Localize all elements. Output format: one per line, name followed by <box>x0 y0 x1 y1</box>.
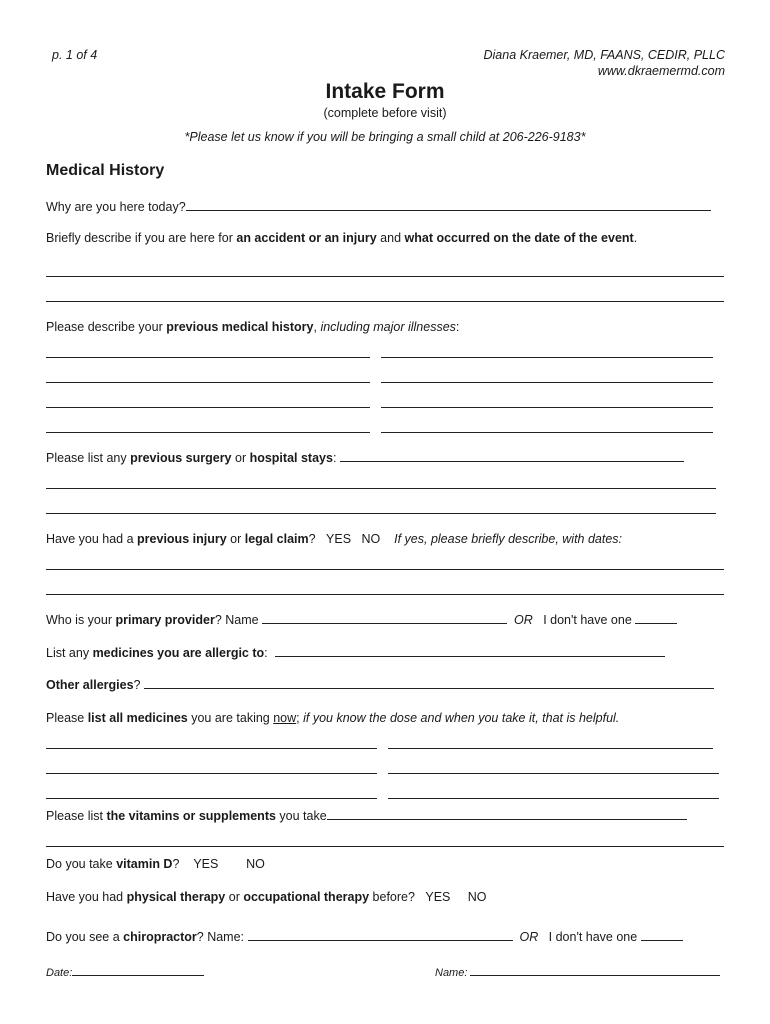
footer-name <box>435 966 720 979</box>
question-medicines <box>46 711 619 725</box>
question-injury-italic: If yes, please briefly describe, with dates: <box>394 532 623 546</box>
footer-name-label: Name: <box>435 967 468 979</box>
answer-line-surgery-inline[interactable] <box>340 451 684 462</box>
question-history-text: Please describe your <box>46 320 167 334</box>
vitamin-d-no-option[interactable]: NO <box>246 857 265 871</box>
answer-line-medicines-1b[interactable] <box>388 748 713 749</box>
question-vitamins <box>46 809 687 823</box>
answer-line-history-4a[interactable] <box>46 432 370 433</box>
question-vitamins-text-2: you take <box>275 809 327 823</box>
section-title-medical-history: Medical History <box>46 162 165 179</box>
question-accident-text-3: . <box>633 231 638 245</box>
vitamin-d-yes-option[interactable]: YES <box>193 857 219 871</box>
chiro-none-field[interactable] <box>641 930 683 941</box>
answer-line-accident-2[interactable] <box>46 301 724 302</box>
answer-line-history-3a[interactable] <box>46 407 370 408</box>
therapy-no-option[interactable]: NO <box>467 890 487 904</box>
question-other-allergies <box>46 678 714 692</box>
answer-line-history-4b[interactable] <box>381 432 713 433</box>
footer-date-label: Date: <box>46 967 73 979</box>
question-history-text-3: : <box>455 320 460 334</box>
answer-line-history-2a[interactable] <box>46 382 370 383</box>
answer-line-surgery-1[interactable] <box>46 488 716 489</box>
provider-none-label: I don't have one <box>543 613 632 627</box>
page-number: p. 1 of 4 <box>52 48 98 62</box>
question-chiro-text-2: ? Name: <box>196 930 245 944</box>
question-accident-text-2: and <box>376 231 405 245</box>
answer-line-surgery-2[interactable] <box>46 513 716 514</box>
question-why-here <box>46 200 711 214</box>
injury-no-option[interactable]: NO <box>361 532 381 546</box>
practice-website: www.dkraemermd.com <box>597 64 725 78</box>
chiro-or-label: OR <box>519 930 539 944</box>
footer-date-field[interactable] <box>72 966 204 976</box>
chiro-none-label: I don't have one <box>548 930 638 944</box>
answer-line-medicines-3b[interactable] <box>388 798 719 799</box>
question-allergic-bold: medicines you are allergic to <box>92 646 265 660</box>
question-medicines-text-2: you are taking <box>187 711 274 725</box>
question-vitamins-text: Please list <box>46 809 107 823</box>
question-therapy-text-2: or <box>225 890 244 904</box>
footer-date <box>46 966 204 979</box>
question-why-here-label: Why are you here today? <box>46 200 186 214</box>
answer-line-injury-2[interactable] <box>46 594 724 595</box>
question-surgery-text: Please list any <box>46 451 131 465</box>
question-accident <box>46 231 637 245</box>
question-surgery-bold-2: hospital stays <box>249 451 333 465</box>
question-injury-text-3: ? <box>308 532 316 546</box>
practice-name: Diana Kraemer, MD, FAANS, CEDIR, PLLC <box>483 48 725 62</box>
question-medicines-bold: list all medicines <box>87 711 188 725</box>
question-medical-history <box>46 320 459 334</box>
question-history-bold: previous medical history <box>166 320 314 334</box>
question-therapy-text-3: before? <box>369 890 415 904</box>
question-vitamins-bold: the vitamins or supplements <box>106 809 276 823</box>
question-surgery <box>46 451 684 465</box>
question-provider-text-2: ? Name <box>214 613 259 627</box>
question-accident-bold-2: what occurred on the date of the event <box>404 231 634 245</box>
answer-line-vitamins-1[interactable] <box>46 846 724 847</box>
question-accident-bold-1: an accident or an injury <box>236 231 377 245</box>
question-chiropractor <box>46 930 683 944</box>
chiropractor-name-field[interactable] <box>248 930 513 941</box>
question-history-italic: including major illnesses <box>320 320 456 334</box>
answer-line-medicines-3a[interactable] <box>46 798 377 799</box>
provider-none-field[interactable] <box>635 613 677 624</box>
therapy-yes-option[interactable]: YES <box>425 890 451 904</box>
provider-name-field[interactable] <box>262 613 507 624</box>
question-injury-bold-1: previous injury <box>137 532 227 546</box>
question-history-text-2: , <box>313 320 321 334</box>
answer-line-medicines-1a[interactable] <box>46 748 377 749</box>
question-vitamin-d-text: Do you take <box>46 857 117 871</box>
answer-line-medicines-2a[interactable] <box>46 773 377 774</box>
answer-line-allergic[interactable] <box>275 646 665 657</box>
question-allergic-medicines <box>46 646 665 660</box>
page-subtitle: (complete before visit) <box>323 106 447 120</box>
answer-line-medicines-2b[interactable] <box>388 773 719 774</box>
question-therapy-bold-2: occupational therapy <box>243 890 370 904</box>
question-surgery-text-3: : <box>332 451 337 465</box>
answer-line-injury-1[interactable] <box>46 569 724 570</box>
question-vitamin-d <box>46 857 265 871</box>
question-medicines-italic: if you know the dose and when you take it, that is helpful. <box>303 711 620 725</box>
question-provider-bold: primary provider <box>115 613 215 627</box>
question-primary-provider <box>46 613 677 627</box>
question-allergic-text-2: : <box>264 646 268 660</box>
provider-or-label: OR <box>514 613 533 627</box>
footer-name-field[interactable] <box>470 966 720 976</box>
question-injury-bold-2: legal claim <box>244 532 309 546</box>
question-provider-text: Who is your <box>46 613 116 627</box>
question-vitamin-d-bold: vitamin D <box>116 857 173 871</box>
answer-line-history-3b[interactable] <box>381 407 713 408</box>
answer-line-history-2b[interactable] <box>381 382 713 383</box>
question-other-allergies-text: ? <box>133 678 141 692</box>
question-accident-text: Briefly describe if you are here for <box>46 231 237 245</box>
question-chiro-bold: chiropractor <box>123 930 197 944</box>
question-injury <box>46 532 622 546</box>
question-therapy <box>46 890 487 904</box>
answer-line-history-1a[interactable] <box>46 357 370 358</box>
question-medicines-underlined: now <box>273 711 297 725</box>
question-surgery-text-2: or <box>231 451 250 465</box>
question-injury-text: Have you had a <box>46 532 138 546</box>
question-surgery-bold-1: previous surgery <box>130 451 232 465</box>
answer-line-why-here[interactable] <box>186 200 711 211</box>
question-other-allergies-bold: Other allergies <box>46 678 134 692</box>
child-notice: *Please let us know if you will be bringing a small child at 206-226-9183* <box>184 130 586 144</box>
answer-line-vitamins-inline[interactable] <box>327 809 687 820</box>
question-chiro-text: Do you see a <box>46 930 124 944</box>
injury-yes-option[interactable]: YES <box>326 532 352 546</box>
question-allergic-text: List any <box>46 646 93 660</box>
question-vitamin-d-text-2: ? <box>172 857 180 871</box>
answer-line-history-1b[interactable] <box>381 357 713 358</box>
page-title: Intake Form <box>325 80 445 103</box>
question-medicines-text-3: ; <box>296 711 304 725</box>
answer-line-other-allergies[interactable] <box>144 678 714 689</box>
question-therapy-bold-1: physical therapy <box>126 890 226 904</box>
question-therapy-text: Have you had <box>46 890 127 904</box>
question-medicines-text: Please <box>46 711 88 725</box>
answer-line-accident-1[interactable] <box>46 276 724 277</box>
question-injury-text-2: or <box>226 532 245 546</box>
